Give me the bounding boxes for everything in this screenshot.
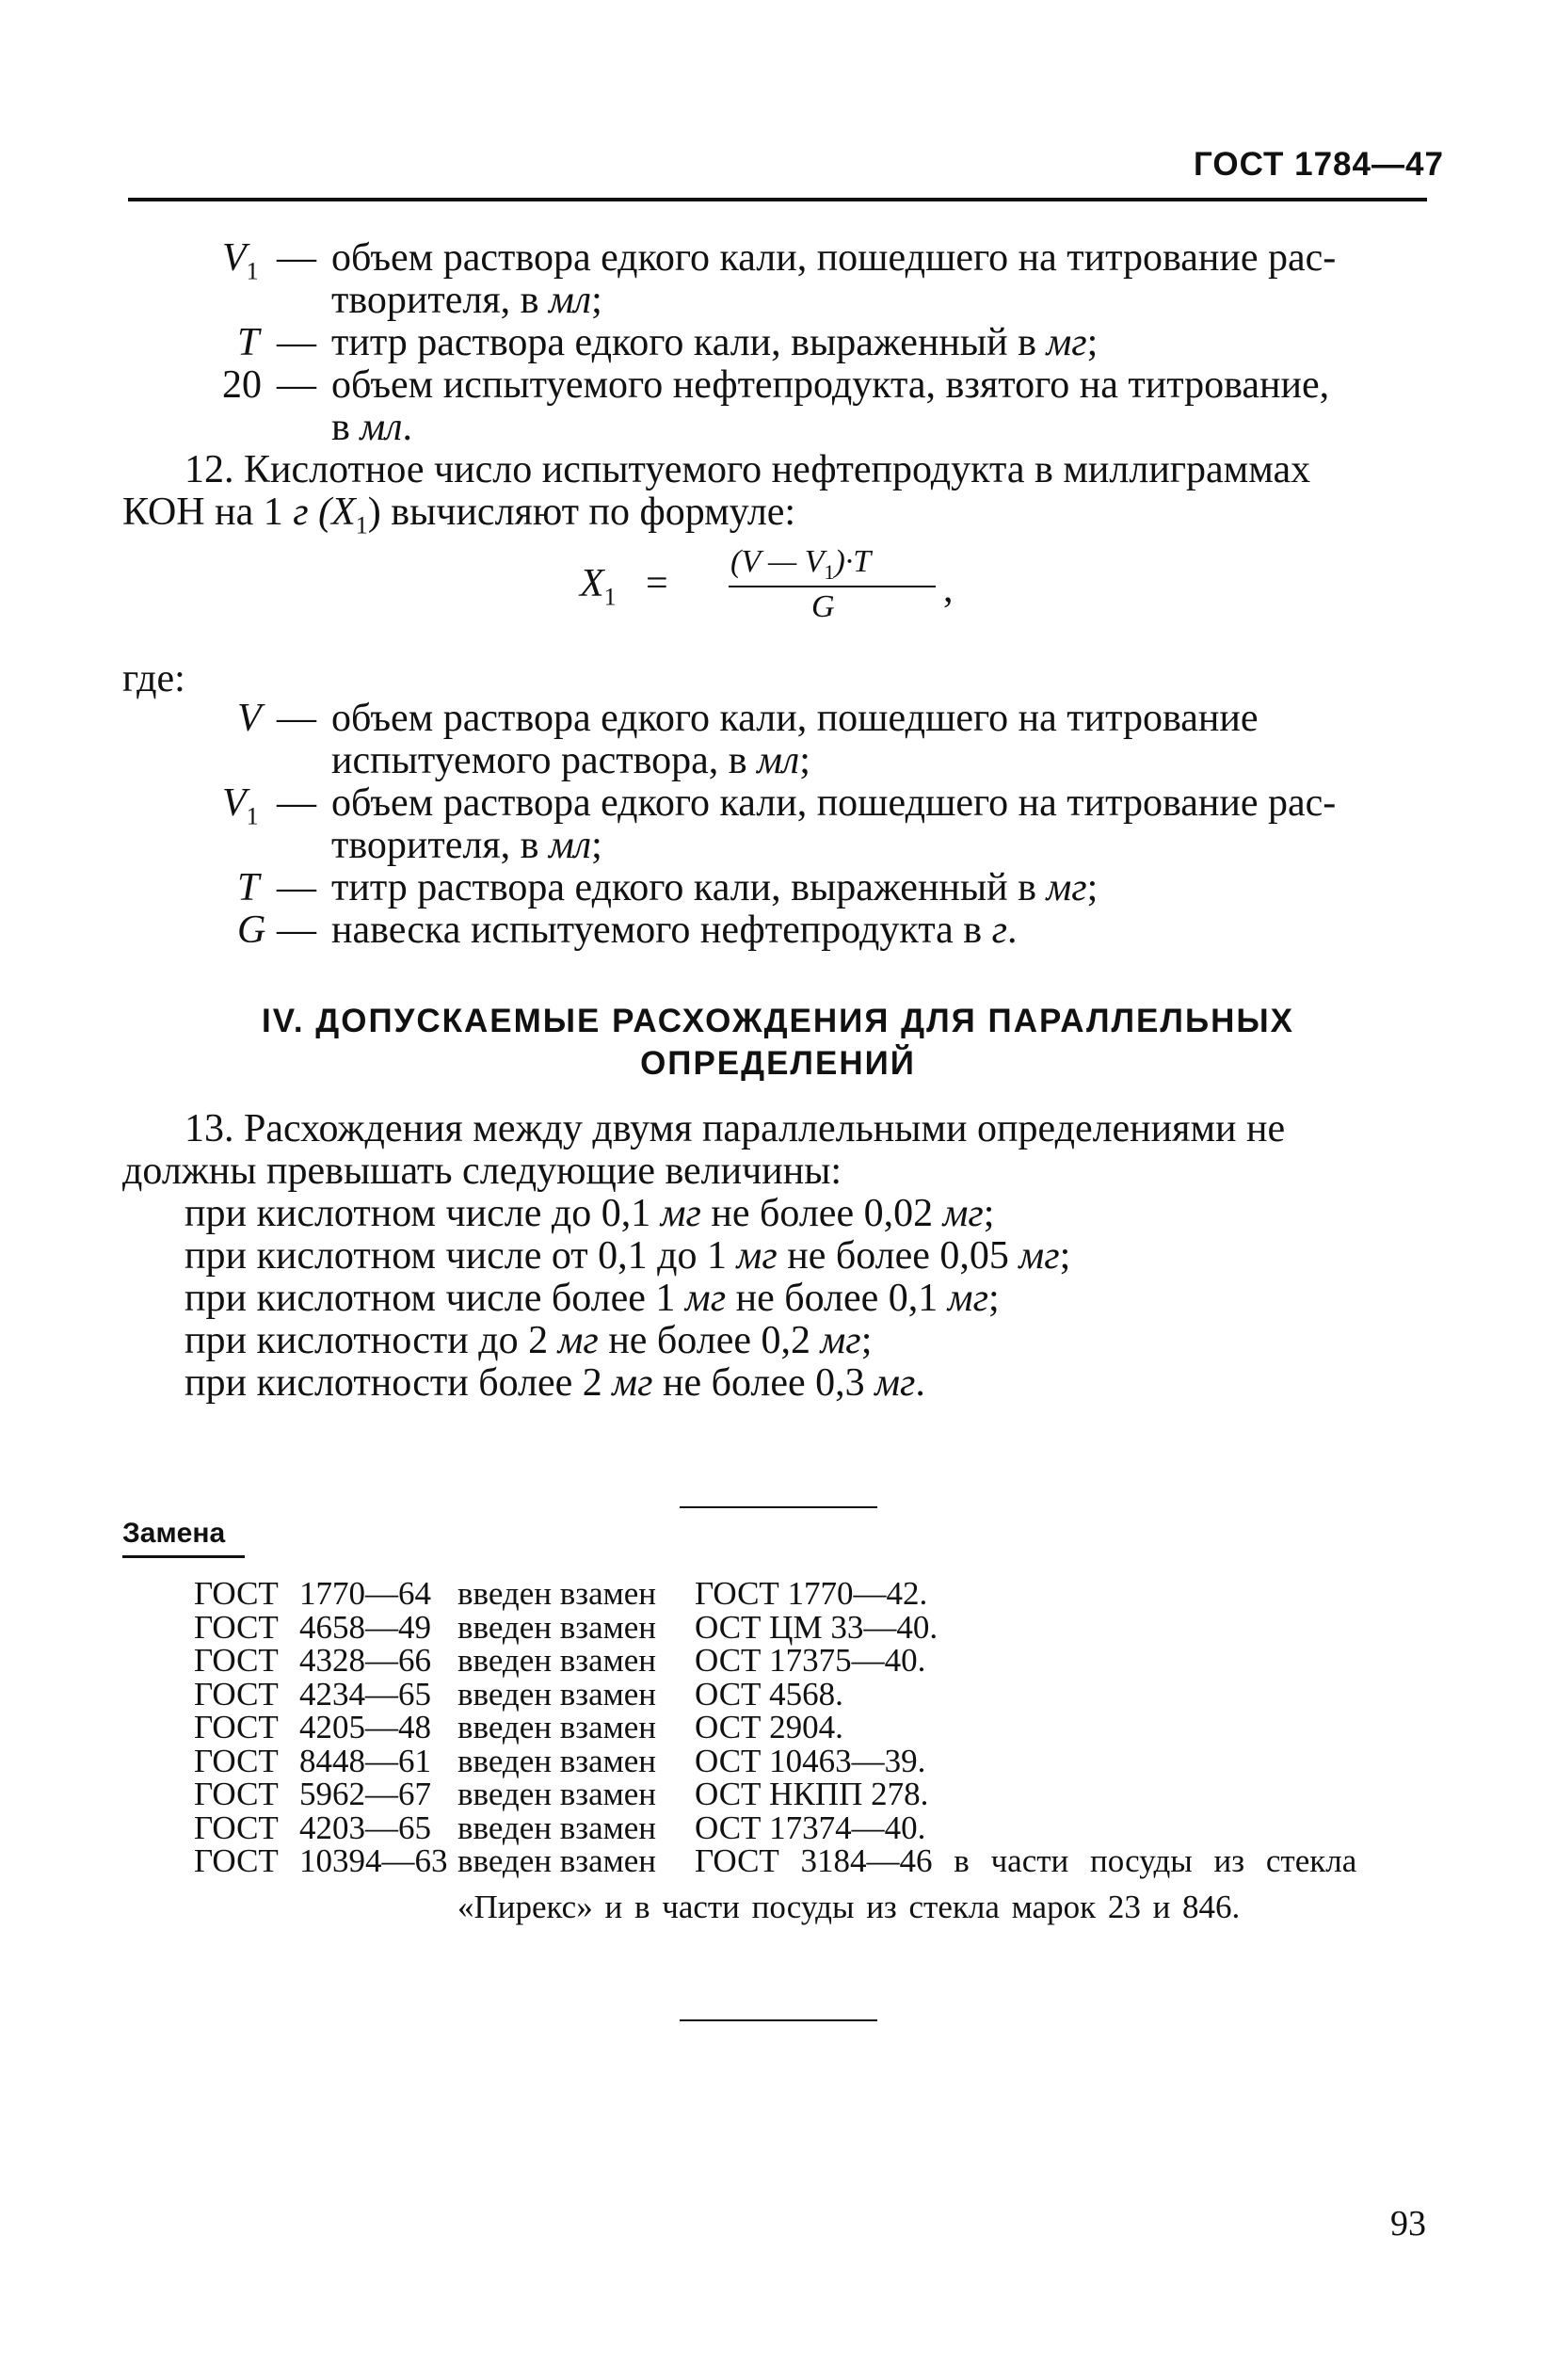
def-dash: — <box>277 321 316 364</box>
zamena-introduced: введен взамен <box>457 1608 657 1646</box>
zamena-number: 4205—48 <box>299 1709 431 1745</box>
zamena-introduced: введен взамен <box>457 1642 657 1679</box>
def-text: титр раствора едкого кали, выраженный в мг; <box>331 866 1099 909</box>
formula-denominator: G <box>811 589 835 624</box>
def-text: навеска испытуемого нефтепродукта в г. <box>331 909 1018 952</box>
where-label: где: <box>122 657 185 700</box>
zamena-reference: ОСТ 2904. <box>695 1709 843 1745</box>
zamena-introduced: введен взамен <box>457 1776 657 1812</box>
zamena-number: 4203—65 <box>299 1809 431 1846</box>
zamena-introduced: введен взамен <box>457 1742 657 1779</box>
zamena-introduced: введен взамен <box>457 1842 657 1879</box>
def-text: объем раствора едкого кали, пошедшего на титрование рас- <box>331 236 1337 280</box>
tolerance-item: при кислотности более 2 мг не более 0,3 мг. <box>184 1361 925 1405</box>
zamena-gost: ГОСТ <box>194 1709 279 1745</box>
def-symbol: T <box>237 866 260 909</box>
tolerance-item: при кислотном числе от 0,1 до 1 мг не более 0,05 мг; <box>184 1234 1071 1278</box>
zamena-reference: ГОСТ 1770—42. <box>695 1575 928 1612</box>
zamena-gost: ГОСТ <box>194 1575 279 1612</box>
zamena-last-cont: «Пирекс» и в части посуды из стекла марок 23 и 846. <box>457 1889 1241 1925</box>
zamena-introduced: введен взамен <box>457 1809 657 1846</box>
def-text: объем раствора едкого кали, пошедшего на титрование рас- <box>331 781 1337 825</box>
zamena-introduced: введен взамен <box>457 1709 657 1745</box>
def-dash: — <box>277 866 316 909</box>
separator-rule <box>680 2019 877 2021</box>
zamena-gost: ГОСТ <box>194 1809 279 1846</box>
zamena-gost: ГОСТ <box>194 1842 279 1879</box>
def-symbol: T <box>237 321 260 364</box>
zamena-reference: ОСТ НКПП 278. <box>695 1776 929 1812</box>
def-symbol: $V_1$ <box>222 236 259 285</box>
zamena-gost: ГОСТ <box>194 1675 279 1713</box>
zamena-number: 10394—63 <box>299 1842 448 1879</box>
section-heading-line1: IV. ДОПУСКАЕМЫЕ РАСХОЖДЕНИЯ ДЛЯ ПАРАЛЛЕЛЬНЫХ <box>261 1003 1295 1039</box>
zamena-gost: ГОСТ <box>194 1742 279 1779</box>
zamena-number: 4658—49 <box>299 1608 431 1646</box>
def-text: объем раствора едкого кали, пошедшего на титрование <box>331 697 1259 740</box>
def-text: объем испытуемого нефтепродукта, взятого на титрование, <box>331 363 1330 407</box>
para12-line2: КОН на 1 г $(X_1)$ вычисляют по формуле: <box>122 490 796 539</box>
header-title: ГОСТ 1784—47 <box>1194 146 1444 183</box>
formula-comma: , <box>943 568 954 611</box>
def-cont: творителя, в мл; <box>331 279 602 322</box>
zamena-number: 5962—67 <box>299 1776 431 1812</box>
zamena-number: 4234—65 <box>299 1675 431 1713</box>
def-dash: — <box>277 697 316 740</box>
zamena-underline <box>122 1555 245 1558</box>
zamena-reference: ОСТ 10463—39. <box>695 1742 926 1779</box>
zamena-gost: ГОСТ <box>194 1642 279 1679</box>
zamena-introduced: введен взамен <box>457 1575 657 1612</box>
header-rule <box>128 198 1427 201</box>
def-dash: — <box>277 363 316 407</box>
def-symbol: V <box>237 697 262 740</box>
zamena-number: 8448—61 <box>299 1742 431 1779</box>
zamena-reference: ОСТ 17375—40. <box>695 1642 926 1679</box>
tolerance-item: при кислотном числе до 0,1 мг не более 0,02 мг; <box>184 1192 995 1235</box>
def-symbol: G <box>237 909 266 952</box>
def-dash: — <box>277 909 316 952</box>
zamena-reference: ОСТ 17374—40. <box>695 1809 926 1846</box>
zamena-number: 1770—64 <box>299 1575 431 1612</box>
zamena-gost: ГОСТ <box>194 1776 279 1812</box>
zamena-gost: ГОСТ <box>194 1608 279 1646</box>
def-dash: — <box>277 236 316 280</box>
separator-rule <box>680 1506 877 1508</box>
zamena-title: Замена <box>122 1518 226 1549</box>
zamena-reference: ГОСТ 3184—46 в части посуды из стекла <box>695 1842 1357 1879</box>
zamena-reference: ОСТ 4568. <box>695 1675 843 1713</box>
para13-line2: должны превышать следующие величины: <box>122 1150 842 1193</box>
formula-numerator: (V — $V_1)\cdot T$ <box>730 544 872 584</box>
zamena-reference: ОСТ ЦМ 33—40. <box>695 1608 938 1646</box>
tolerance-item: при кислотности до 2 мг не более 0,2 мг; <box>184 1319 873 1362</box>
def-dash: — <box>277 781 316 825</box>
tolerance-item: при кислотном числе более 1 мг не более 0,1 мг; <box>184 1277 1000 1320</box>
zamena-number: 4328—66 <box>299 1642 431 1679</box>
para13-line1: 13. Расхождения между двумя параллельными определениями не <box>184 1107 1286 1150</box>
para12-line1: 12. Кислотное число испытуемого нефтепродукта в миллиграммах <box>184 448 1311 491</box>
def-symbol: $V_1$ <box>222 781 259 830</box>
section-heading-line2: ОПРЕДЕЛЕНИЙ <box>640 1045 916 1082</box>
def-symbol: 20 <box>222 363 262 407</box>
def-cont: испытуемого раствора, в мл; <box>331 739 810 782</box>
formula-lhs: $X_1$ <box>580 562 617 611</box>
def-cont: творителя, в мл; <box>331 824 602 867</box>
formula-equals: = <box>646 562 668 605</box>
page-number: 93 <box>1390 2204 1426 2243</box>
def-cont: в мл. <box>331 406 412 449</box>
def-text: титр раствора едкого кали, выраженный в мг; <box>331 321 1099 364</box>
zamena-introduced: введен взамен <box>457 1675 657 1713</box>
formula-fraction-line <box>729 586 936 587</box>
